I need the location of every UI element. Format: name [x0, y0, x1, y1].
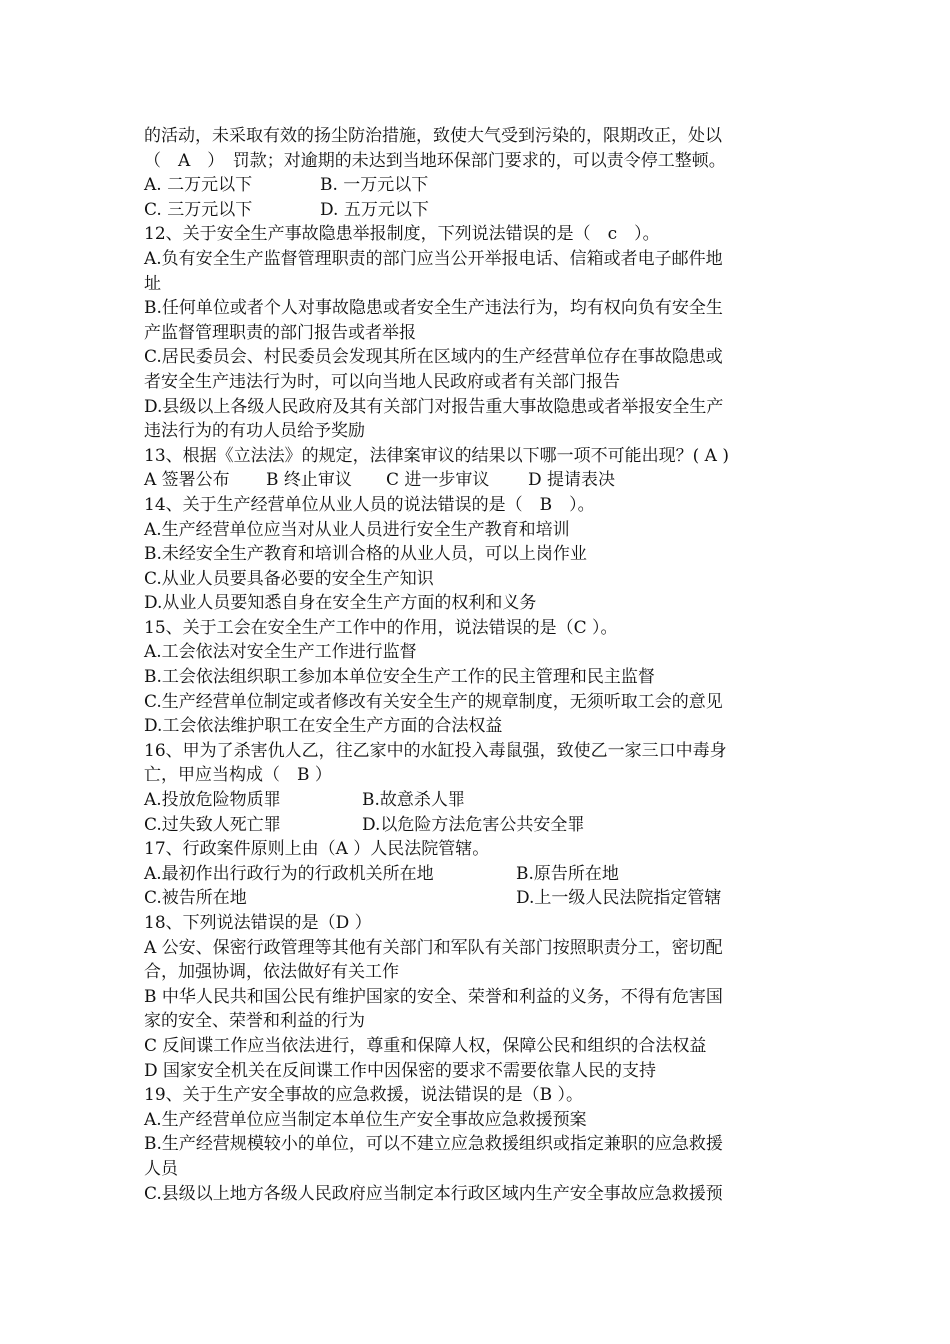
option-c: C. 三万元以下: [144, 199, 253, 220]
text-line: B.未经安全生产教育和培训合格的从业人员，可以上岗作业: [144, 544, 587, 565]
option-d: D.上一级人民法院指定管辖: [516, 888, 722, 909]
text-line: B.生产经营规模较小的单位，可以不建立应急救援组织或指定兼职的应急救援: [144, 1134, 723, 1155]
text-line: D.县级以上各级人民政府及其有关部门对报告重大事故隐患或者举报安全生产: [144, 396, 724, 417]
text-line: C 反间谍工作应当依法进行，尊重和保障人权，保障公民和组织的合法权益: [144, 1035, 707, 1056]
option-c: C 进一步审议: [386, 470, 490, 491]
text-line: D.工会依法维护职工在安全生产方面的合法权益: [144, 716, 503, 737]
option-d: D.以危险方法危害公共安全罪: [362, 814, 585, 835]
option-b: B 终止审议: [266, 470, 352, 491]
option-a: A.最初作出行政行为的行政机关所在地: [144, 863, 434, 884]
option-c: C.被告所在地: [144, 888, 247, 909]
question-14: 14、关于生产经营单位从业人员的说法错误的是（ B ）。: [144, 494, 595, 515]
text-line: A.负有安全生产监督管理职责的部门应当公开举报电话、信箱或者电子邮件地: [144, 248, 723, 269]
text-line: 人员: [144, 1158, 178, 1179]
text-line: 违法行为的有功人员给予奖励: [144, 421, 365, 442]
option-row: [144, 468, 814, 493]
option-d: D. 五万元以下: [320, 199, 429, 220]
text-line: 的活动，未采取有效的扬尘防治措施，致使大气受到污染的，限期改正，处以: [144, 126, 722, 146]
text-line: 产监督管理职责的部门报告或者举报: [144, 322, 416, 343]
text-line: （ A ） 罚款；对逾期的未达到当地环保部门要求的，可以责令停工整顿。: [144, 150, 726, 171]
option-b: B.原告所在地: [516, 863, 619, 884]
text-line: C.从业人员要具备必要的安全生产知识: [144, 568, 434, 589]
question-19: 19、关于生产安全事故的应急救援，说法错误的是（B ）。: [144, 1085, 584, 1106]
option-row: [144, 813, 814, 838]
text-line: C.县级以上地方各级人民政府应当制定本行政区域内生产安全事故应急救援预: [144, 1183, 723, 1204]
text-line: 址: [144, 273, 161, 294]
text-line: A 公安、保密行政管理等其他有关部门和军队有关部门按照职责分工，密切配: [144, 937, 723, 958]
question-15: 15、关于工会在安全生产工作中的作用，说法错误的是（C ）。: [144, 617, 618, 638]
question-16: 16、甲为了杀害仇人乙，往乙家中的水缸投入毒鼠强，致使乙一家三口中毒身: [144, 740, 727, 761]
option-a: A. 二万元以下: [144, 175, 253, 196]
option-row: [144, 886, 814, 911]
text-line: D 国家安全机关在反间谍工作中因保密的要求不需要依靠人民的支持: [144, 1060, 657, 1081]
text-line: 合，加强协调，依法做好有关工作: [144, 962, 399, 983]
text-line: 家的安全、荣誉和利益的行为: [144, 1011, 365, 1032]
question-12: 12、关于安全生产事故隐患举报制度，下列说法错误的是（ c ）。: [144, 224, 660, 245]
option-a: A.投放危险物质罪: [144, 790, 281, 811]
text-line: B 中华人民共和国公民有维护国家的安全、荣誉和利益的义务，不得有危害国: [144, 986, 723, 1007]
question-13: 13、根据《立法法》的规定，法律案审议的结果以下哪一项不可能出现？( A ): [144, 445, 729, 466]
text-line: 者安全生产违法行为时，可以向当地人民政府或者有关部门报告: [144, 371, 620, 392]
document-body: [144, 124, 814, 1206]
option-row: [144, 862, 814, 887]
option-b: B. 一万元以下: [320, 175, 429, 196]
option-d: D 提请表决: [528, 470, 616, 491]
option-b: B.故意杀人罪: [362, 790, 465, 811]
question-18: 18、下列说法错误的是（D ）: [144, 913, 372, 933]
option-row: [144, 198, 814, 223]
text-line: A.生产经营单位应当制定本单位生产安全事故应急救援预案: [144, 1109, 587, 1130]
text-line: A.工会依法对安全生产工作进行监督: [144, 642, 417, 663]
option-a: A 签署公布: [144, 470, 230, 491]
text-line: D.从业人员要知悉自身在安全生产方面的权利和义务: [144, 593, 537, 614]
question-17: 17、行政案件原则上由（A ）人民法院管辖。: [144, 839, 490, 860]
text-line: C.居民委员会、村民委员会发现其所在区域内的生产经营单位存在事故隐患或: [144, 347, 723, 368]
option-row: [144, 788, 814, 813]
option-c: C.过失致人死亡罪: [144, 814, 281, 835]
text-line: C.生产经营单位制定或者修改有关安全生产的规章制度，无须听取工会的意见: [144, 691, 723, 712]
text-line: A.生产经营单位应当对从业人员进行安全生产教育和培训: [144, 519, 570, 540]
text-line: 亡，甲应当构成（ B ）: [144, 765, 332, 786]
text-line: B.任何单位或者个人对事故隐患或者安全生产违法行为，均有权向负有安全生: [144, 298, 723, 319]
option-row: [144, 173, 814, 198]
text-line: B.工会依法组织职工参加本单位安全生产工作的民主管理和民主监督: [144, 667, 655, 688]
